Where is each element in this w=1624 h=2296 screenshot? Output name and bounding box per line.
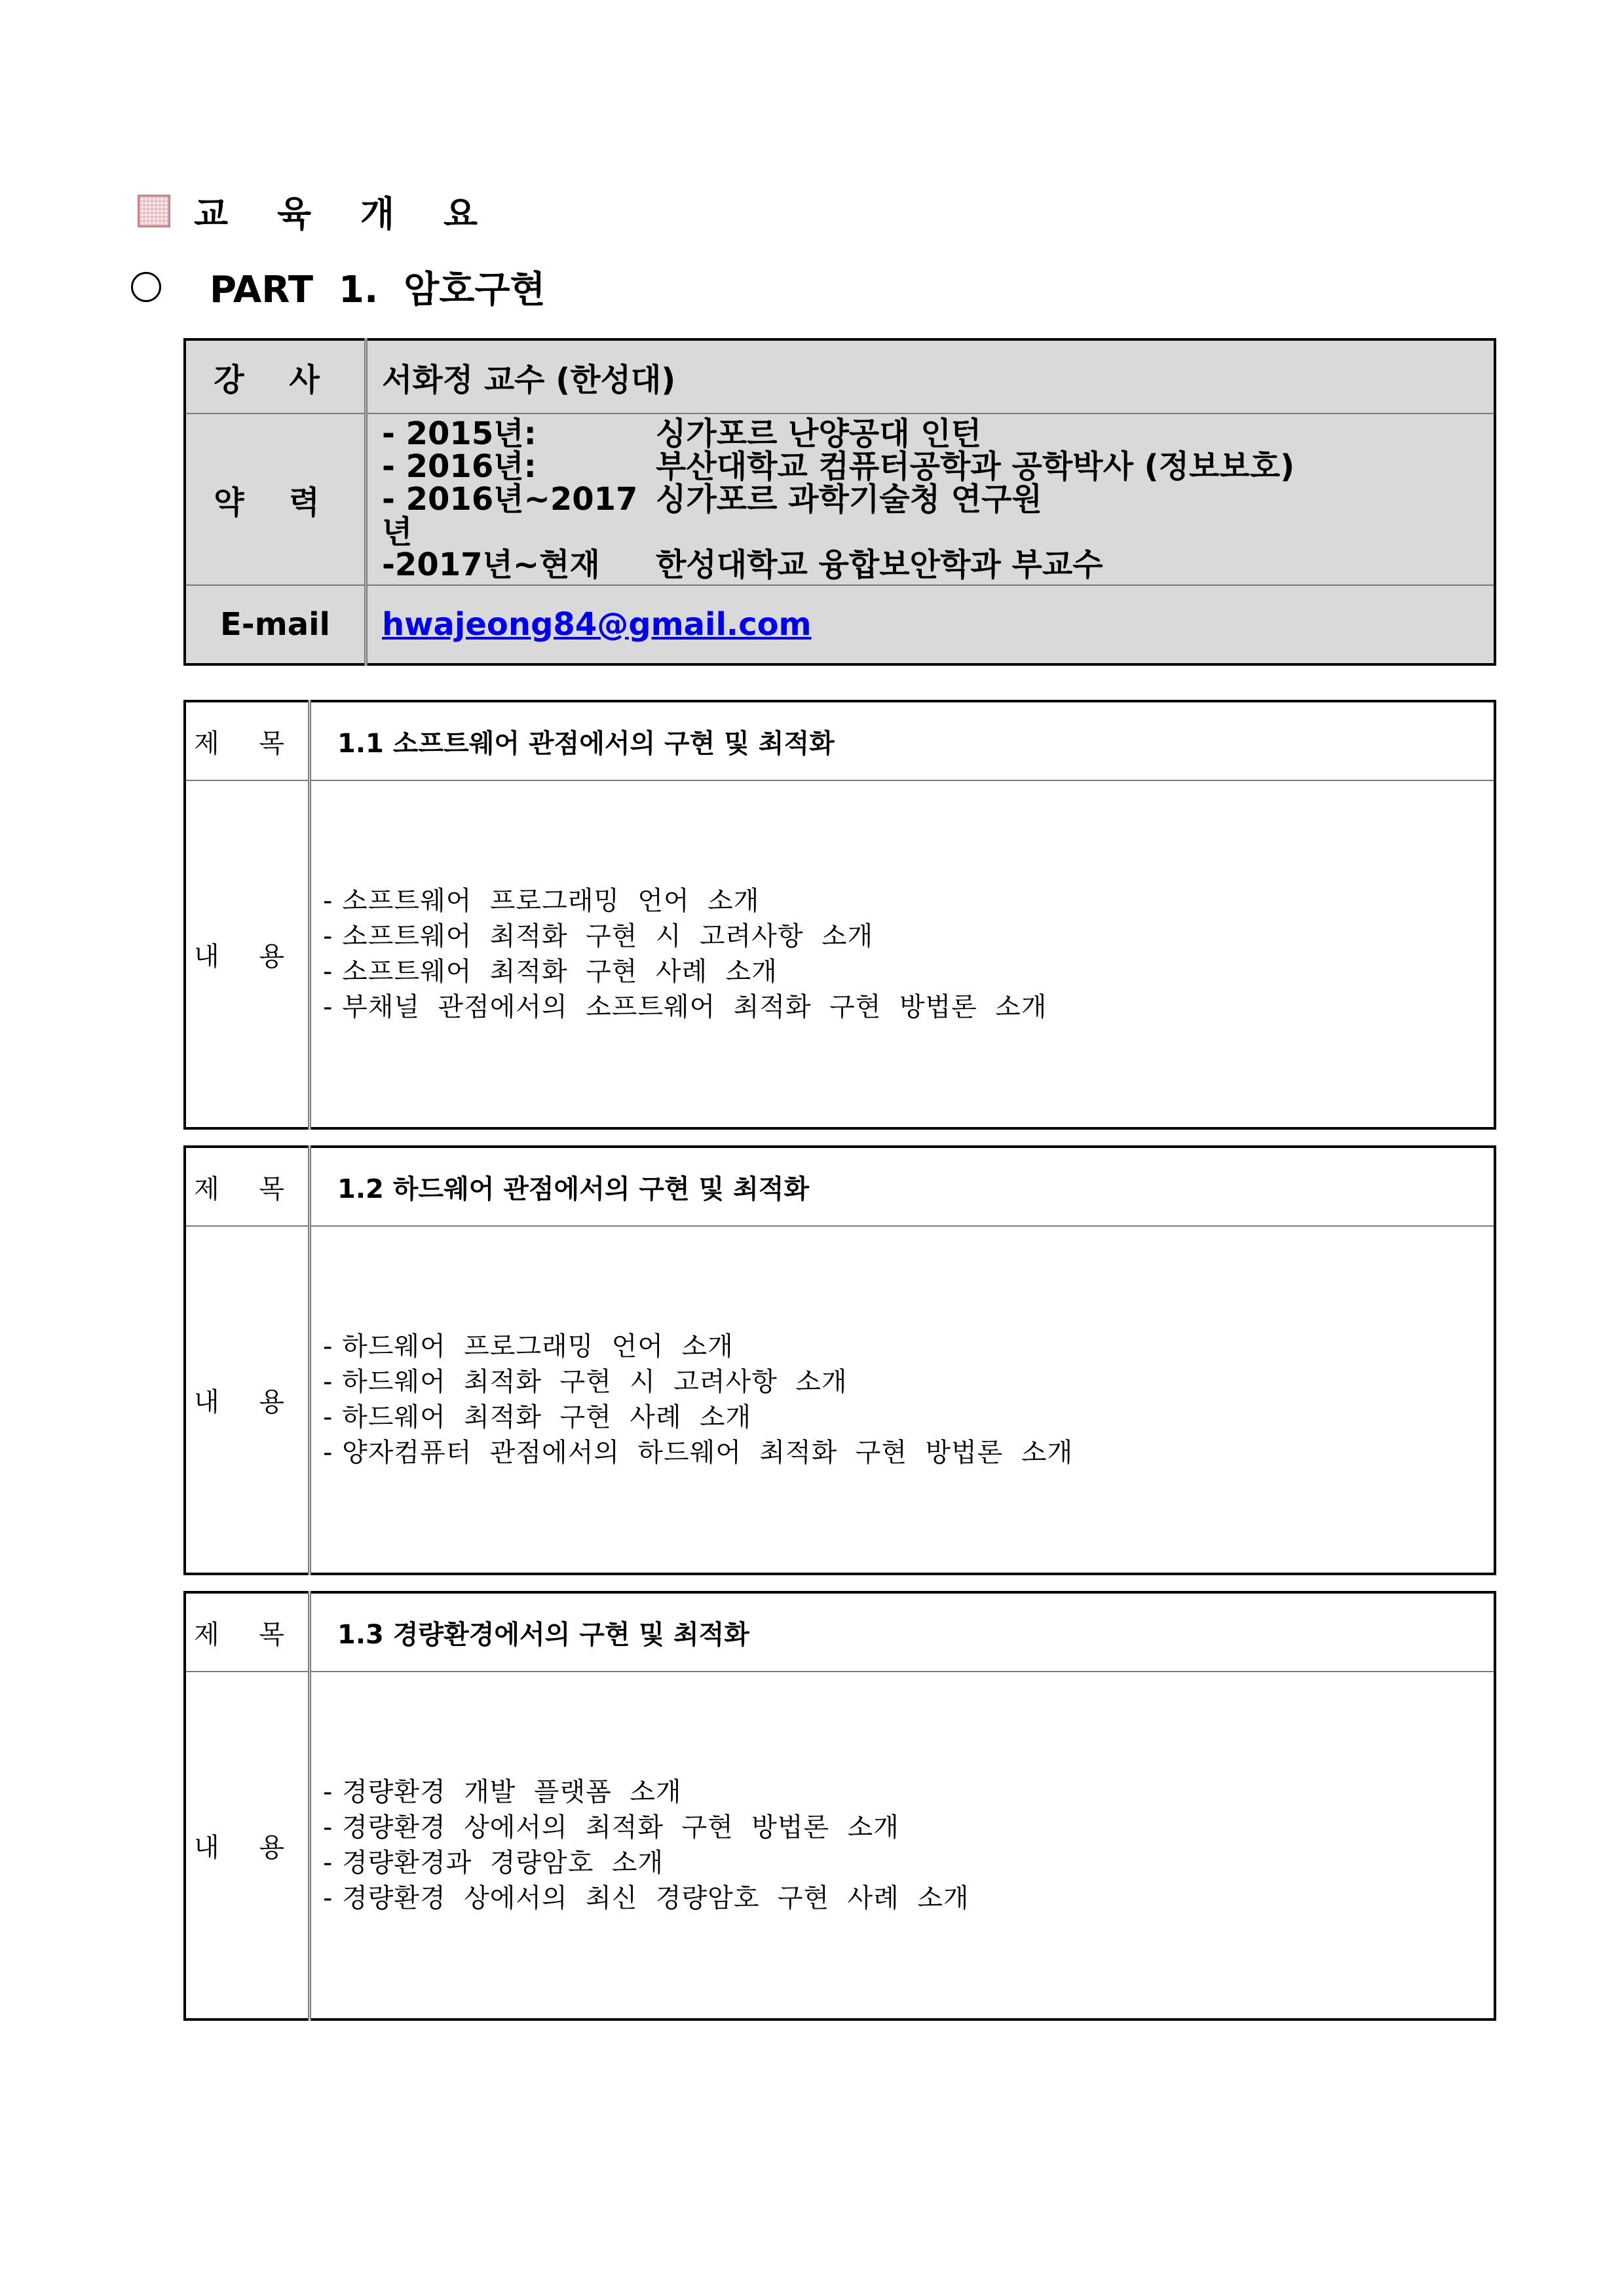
section-heading [138,185,496,237]
instructor-row-career [185,413,1495,585]
course-table-2 [183,1145,1496,1575]
list-item: - 양자컴퓨터 관점에서의 하드웨어 최적화 구현 방법론 소개 [323,1438,1074,1468]
course-table-3 [183,1591,1496,2021]
list-item: - 하드웨어 최적화 구현 사례 소개 [323,1402,752,1432]
course-content-row [185,1672,1495,2019]
email-label: E-mail [185,585,366,664]
course-title-label: 제 목 [185,1147,310,1226]
career-period: - 2016년~2017년 [382,481,638,550]
career-list [382,417,1493,581]
career-label: 약 력 [185,413,366,585]
course-content [310,1226,1496,1574]
career-cell [366,413,1496,585]
course-content [310,780,1496,1128]
career-desc: 싱가포르 과학기술청 연구원 [656,481,1042,518]
course-content-label: 내 용 [185,1672,310,2019]
part-heading [131,261,546,313]
instructor-row-name [185,339,1495,413]
part-title: PART 1. 암호구현 [210,269,546,311]
heading-title: 교 육 개 요 [194,193,497,235]
course-content-row [185,1226,1495,1574]
grid-square-icon [138,195,170,227]
career-desc: 한성대학교 융합보안학과 부교수 [656,546,1103,583]
list-item: - 소프트웨어 최적화 구현 사례 소개 [323,957,778,987]
career-period: - 2016년: [382,448,537,485]
course-title: 1.3 경량환경에서의 구현 및 최적화 [310,1592,1496,1672]
career-desc: 싱가포르 난양공대 인턴 [656,415,982,452]
course-table-1 [183,700,1496,1130]
list-item: - 부채널 관점에서의 소프트웨어 최적화 구현 방법론 소개 [323,992,1048,1022]
list-item: - 경량환경 상에서의 최적화 구현 방법론 소개 [323,1812,899,1843]
course-content-label: 내 용 [185,780,310,1128]
career-period: - 2015년: [382,415,537,452]
career-period: -2017년~현재 [382,546,600,583]
list-item: - 소프트웨어 최적화 구현 시 고려사항 소개 [323,921,874,951]
list-item: - 소프트웨어 프로그래밍 언어 소개 [323,886,760,916]
career-desc: 부산대학교 컴퓨터공학과 공학박사 (정보보호) [656,448,1295,485]
course-title-label: 제 목 [185,1592,310,1672]
list-item: - 경량환경과 경량암호 소개 [323,1848,664,1878]
course-title-label: 제 목 [185,701,310,780]
course-title-row [185,1147,1495,1226]
course-title-row [185,701,1495,780]
course-title: 1.1 소프트웨어 관점에서의 구현 및 최적화 [310,701,1496,780]
instructor-label: 강 사 [185,339,366,413]
course-content [310,1672,1496,2019]
circle-icon [131,272,161,302]
course-title: 1.2 하드웨어 관점에서의 구현 및 최적화 [310,1147,1496,1226]
course-content-row [185,780,1495,1128]
email-link[interactable]: hwajeong84@gmail.com [382,606,812,643]
course-content-label: 내 용 [185,1226,310,1574]
list-item: - 하드웨어 최적화 구현 시 고려사항 소개 [323,1367,848,1397]
email-cell [366,585,1496,664]
instructor-name: 서화정 교수 (한성대) [366,339,1496,413]
instructor-row-email [185,585,1495,664]
list-item: - 하드웨어 프로그래밍 언어 소개 [323,1331,734,1362]
course-title-row [185,1592,1495,1672]
list-item: - 경량환경 상에서의 최신 경량암호 구현 사례 소개 [323,1883,970,1913]
list-item: - 경량환경 개발 플랫폼 소개 [323,1777,682,1807]
instructor-table [183,338,1496,666]
